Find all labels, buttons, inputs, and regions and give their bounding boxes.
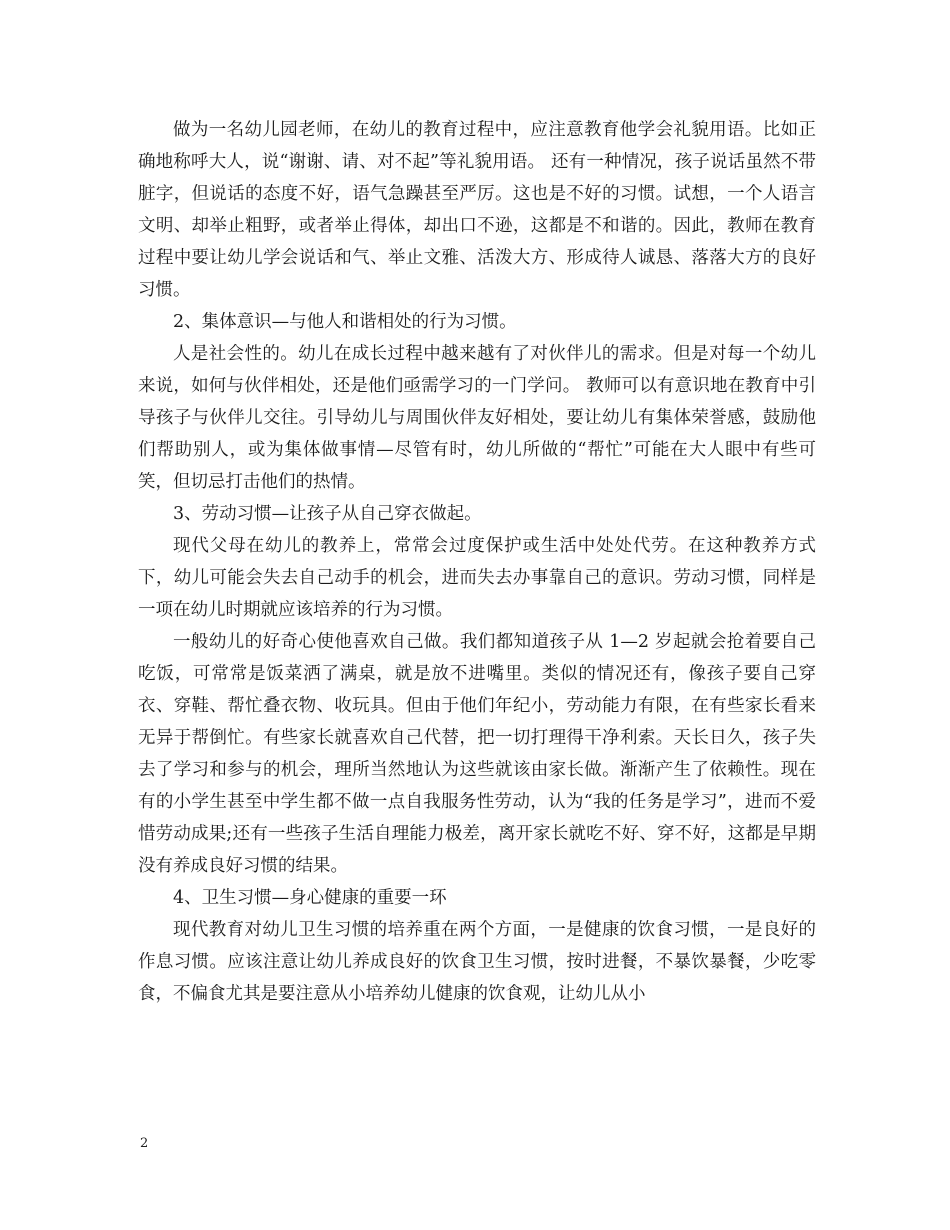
page-number: 2 <box>140 1136 149 1151</box>
document-body <box>138 114 816 1010</box>
paragraph-manners: 做为一名幼儿园老师，在幼儿的教育过程中，应注意教育他学会礼貌用语。比如正确地称呼大人，说“谢谢、请、对不起”等礼貌用语。 还有一种情况，孩子说话虽然不带脏字，但说话的态度不好，语气急躁甚至严厉。这也是不好的习惯。试想，一个人语言文明、却举止粗野，或者举止得体，却出口不逊，这都是不和谐的。因此，教师在教育过程中要让幼儿学会说话和气、举止文雅、活泼大方、形成待人诚恳、落落大方的良好习惯。 <box>138 120 816 300</box>
paragraph-labor-parents: 现代父母在幼儿的教养上，常常会过度保护或生活中处处代劳。在这种教养方式下，幼儿可能会失去自己动手的机会，进而失去办事靠自己的意识。劳动习惯，同样是一项在幼儿时期就应该培养的行为习惯。 <box>138 536 816 620</box>
paragraph-labor-curiosity: 一般幼儿的好奇心使他喜欢自己做。我们都知道孩子从 1—2 岁起就会抢着要自己吃饭，可常常是饭菜洒了满桌，就是放不进嘴里。类似的情况还有，像孩子要自己穿衣、穿鞋、帮忙叠衣物、收玩具。但由于他们年纪小，劳动能力有限，在有些家长看来无异于帮倒忙。有些家长就喜欢自己代替，把一切打理得干净利索。天长日久，孩子失去了学习和参与的机会，理所当然地认为这些就该由家长做。渐渐产生了依赖性。现在有的小学生甚至中学生都不做一点自我服务性劳动，认为“我的任务是学习”，进而不爱惜劳动成果;还有一些孩子生活自理能力极差，离开家长就吃不好、穿不好，这都是早期没有养成良好习惯的结果。 <box>138 632 816 876</box>
heading-hygiene-habits: 4、卫生习惯—身心健康的重要一环 <box>173 888 447 908</box>
heading-labor-habits: 3、劳动习惯—让孩子从自己穿衣做起。 <box>173 504 482 524</box>
heading-collective-awareness: 2、集体意识—与他人和谐相处的行为习惯。 <box>173 312 517 332</box>
paragraph-collective-awareness: 人是社会性的。幼儿在成长过程中越来越有了对伙伴儿的需求。但是对每一个幼儿来说，如何与伙伴相处，还是他们亟需学习的一门学问。 教师可以有意识地在教育中引导孩子与伙伴儿交往。引导幼儿与周围伙伴友好相处，要让幼儿有集体荣誉感，鼓励他们帮助别人，或为集体做事情—尽管有时，幼儿所做的“帮忙”可能在大人眼中有些可笑，但切忌打击他们的热情。 <box>138 344 816 492</box>
paragraph-hygiene: 现代教育对幼儿卫生习惯的培养重在两个方面，一是健康的饮食习惯，一是良好的作息习惯。应该注意让幼儿养成良好的饮食卫生习惯，按时进餐，不暴饮暴餐，少吃零食，不偏食尤其是要注意从小培养幼儿健康的饮食观，让幼儿从小 <box>138 920 816 1004</box>
